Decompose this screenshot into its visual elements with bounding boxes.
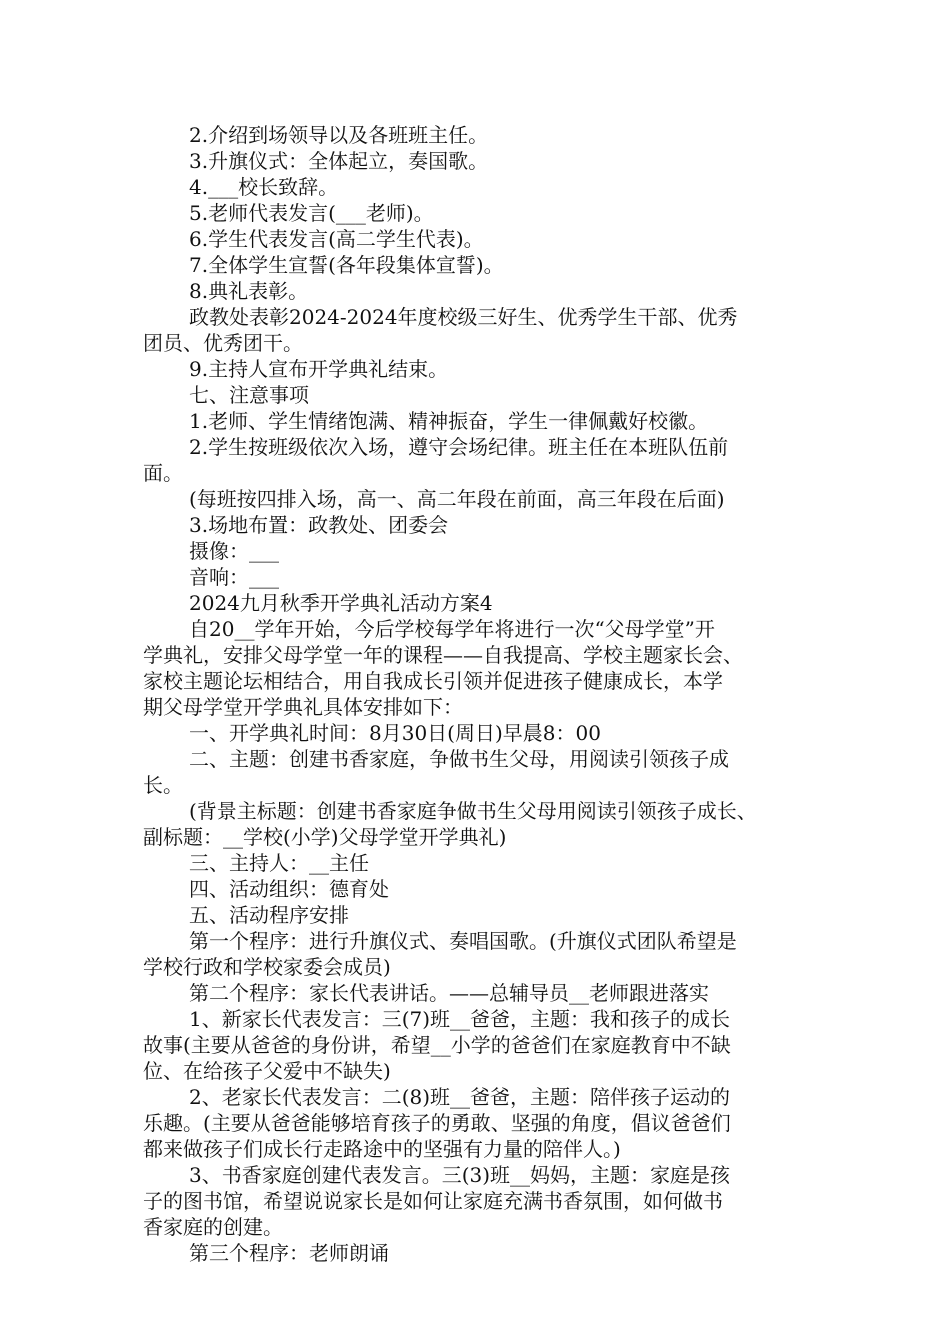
text-line: 3、书香家庭创建代表发言。三(3)班__妈妈，主题：家庭是孩 <box>189 1163 731 1187</box>
text-line: 第一个程序：进行升旗仪式、奏唱国歌。(升旗仪式团队希望是 <box>189 929 737 953</box>
text-line: 5.老师代表发言(___老师)。 <box>189 201 434 225</box>
text-line: 3.场地布置：政教处、团委会 <box>189 513 449 537</box>
text-line: 三、主持人：__主任 <box>189 851 369 875</box>
text-line: 4.___校长致辞。 <box>189 175 339 199</box>
text-line: 音响：___ <box>189 565 279 589</box>
text-line: 2.介绍到场领导以及各班班主任。 <box>189 123 489 147</box>
text-line: 故事(主要从爸爸的身份讲，希望__小学的爸爸们在家庭教育中不缺 <box>143 1033 731 1057</box>
text-line: 2、老家长代表发言：二(8)班__爸爸，主题：陪伴孩子运动的 <box>189 1085 731 1109</box>
text-line: 香家庭的创建。 <box>143 1215 283 1239</box>
text-line: 长。 <box>143 773 183 797</box>
text-line: 1.老师、学生情绪饱满、精神振奋，学生一律佩戴好校徽。 <box>189 409 709 433</box>
text-line: 政教处表彰2024-2024年度校级三好生、优秀学生干部、优秀 <box>189 305 738 329</box>
text-line: 1、新家长代表发言：三(7)班__爸爸，主题：我和孩子的成长 <box>189 1007 731 1031</box>
text-line: 2.学生按班级依次入场，遵守会场纪律。班主任在本班队伍前 <box>189 435 729 459</box>
text-line: 3.升旗仪式：全体起立，奏国歌。 <box>189 149 489 173</box>
text-line: 7.全体学生宣誓(各年段集体宣誓)。 <box>189 253 504 277</box>
text-line: 第三个程序：老师朗诵 <box>189 1241 389 1265</box>
text-line: 子的图书馆，希望说说家长是如何让家庭充满书香氛围，如何做书 <box>143 1189 723 1213</box>
text-line: 二、主题：创建书香家庭，争做书生父母，用阅读引领孩子成 <box>189 747 729 771</box>
text-line: 8.典礼表彰。 <box>189 279 309 303</box>
section-heading: 五、活动程序安排 <box>189 903 349 927</box>
text-line: 9.主持人宣布开学典礼结束。 <box>189 357 449 381</box>
text-line: 家校主题论坛相结合，用自我成长引领并促进孩子健康成长，本学 <box>143 669 723 693</box>
text-line: 都来做孩子们成长行走路途中的坚强有力量的陪伴人。) <box>143 1137 621 1161</box>
section-heading: 七、注意事项 <box>189 383 309 407</box>
text-line: 四、活动组织：德育处 <box>189 877 389 901</box>
text-line: 乐趣。(主要从爸爸能够培育孩子的勇敢、坚强的角度，倡议爸爸们 <box>143 1111 731 1135</box>
text-line: 面。 <box>143 461 183 485</box>
text-line: 期父母学堂开学典礼具体安排如下： <box>143 695 463 719</box>
text-line: 团员、优秀团干。 <box>143 331 303 355</box>
text-line: 位、在给孩子父爱中不缺失) <box>143 1059 391 1083</box>
text-line: 摄像：___ <box>189 539 279 563</box>
text-line: 副标题：__学校(小学)父母学堂开学典礼) <box>143 825 507 849</box>
document-subtitle: 2024九月秋季开学典礼活动方案4 <box>189 591 493 615</box>
text-line: 学典礼，安排父母学堂一年的课程——自我提高、学校主题家长会、 <box>143 643 743 667</box>
text-line: (每班按四排入场，高一、高二年段在前面，高三年段在后面) <box>189 487 725 511</box>
text-line: 一、开学典礼时间：8月30日(周日)早晨8：00 <box>189 721 601 745</box>
text-line: 6.学生代表发言(高二学生代表)。 <box>189 227 484 251</box>
text-line: 第二个程序：家长代表讲话。——总辅导员__老师跟进落实 <box>189 981 709 1005</box>
text-line: (背景主标题：创建书香家庭争做书生父母用阅读引领孩子成长、 <box>189 799 757 823</box>
text-line: 学校行政和学校家委会成员) <box>143 955 391 979</box>
text-line: 自20__学年开始，今后学校每学年将进行一次“父母学堂”开 <box>189 617 715 641</box>
